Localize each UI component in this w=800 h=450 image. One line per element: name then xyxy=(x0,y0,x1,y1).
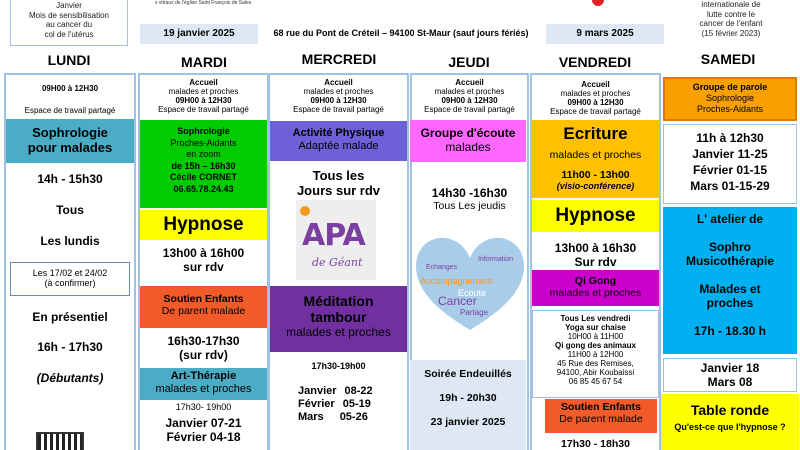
vendredi-qigong-line: Qi Gong xyxy=(574,275,617,287)
jeudi-groupe-block xyxy=(410,120,526,162)
mercredi-accueil-line: 09H00 à 12H30 xyxy=(310,96,367,105)
mardi-accueil-line: malades et proches xyxy=(168,87,239,96)
heart-icon xyxy=(592,0,604,6)
samedi-atelier-dates xyxy=(663,358,797,392)
lundi-time1: 14h - 15h30 xyxy=(37,172,103,186)
jeudi-soiree: Soirée Endeuillés xyxy=(424,368,512,380)
vendredi-yoga-block xyxy=(532,310,659,398)
left-note-line: Janvier xyxy=(56,1,82,10)
mardi-hypnose-time-line: sur rdv xyxy=(183,260,224,274)
samedi-atelier-line: L' atelier de xyxy=(696,212,764,226)
day-samedi: SAMEDI xyxy=(700,51,756,67)
day-mardi: MARDI xyxy=(181,54,227,70)
samedi-groupe-line: Sophrologie xyxy=(705,93,755,103)
mercredi-accueil xyxy=(270,78,407,114)
samedi-date-line: 11h à 12h30 xyxy=(696,131,764,145)
mercredi-tous-jours xyxy=(270,168,407,198)
vendredi-hypnose-time-line: Sur rdv xyxy=(574,255,617,269)
vendredi-yoga-line: Yoga sur chaise xyxy=(565,323,626,332)
jeudi-accueil xyxy=(412,78,527,114)
header-top-small: s vitraux de l'église Saint François de Sales xyxy=(155,0,252,6)
mardi-accueil-line: Espace de travail partagé xyxy=(158,105,249,114)
day-jeudi: JEUDI xyxy=(448,54,490,70)
mardi-soutien-line: Soutien Enfants xyxy=(163,293,244,305)
vendredi-qigong-block xyxy=(532,270,659,306)
vendredi-qigong-line: malades et proches xyxy=(549,287,642,299)
mercredi-meditation-line: malades et proches xyxy=(286,325,391,339)
samedi-groupe-line: Groupe de parole xyxy=(692,82,768,92)
lundi-confirm-line: (à confirmer) xyxy=(44,278,96,288)
samedi-date-line: Janvier 11-25 xyxy=(692,147,768,161)
right-note-line: cancer de l'enfant xyxy=(699,19,763,28)
lundi-time2: 16h - 17h30 xyxy=(37,340,103,354)
mardi-accueil-line: Accueil xyxy=(189,78,218,87)
samedi-atelier-date: Mars 08 xyxy=(707,375,753,389)
lundi-debutants: (Débutants) xyxy=(36,371,104,385)
mardi-sophro-line: Proches-Aidants xyxy=(170,137,237,148)
lundi-tous: Tous xyxy=(56,203,84,217)
samedi-date-line: Février 01-15 xyxy=(692,163,768,177)
vendredi-ecriture-time: 11h00 - 13h00 xyxy=(561,169,630,181)
heart-word: Ecoute xyxy=(458,288,487,298)
mardi-art-line: Art-Thérapie xyxy=(170,370,237,382)
left-note-line: col de l'utérus xyxy=(44,29,94,39)
heart-word: Cancer xyxy=(438,294,477,308)
samedi-atelier-line: Malades et xyxy=(699,282,761,296)
left-note-line: au cancer du xyxy=(45,20,93,29)
samedi-table-title: Table ronde xyxy=(690,402,770,418)
mercredi-meditation-line: Méditation xyxy=(303,293,374,309)
mercredi-activite-line: Activité Physique xyxy=(292,127,385,139)
jeudi-tous-jeudis: Tous Les jeudis xyxy=(433,200,506,212)
header-date-right: 9 mars 2025 xyxy=(546,24,664,44)
vendredi-ecriture-block xyxy=(532,120,659,198)
mardi-hypnose-time-line: 13h00 à 16h00 xyxy=(162,246,245,260)
samedi-groupe-line: Proches-Aidants xyxy=(696,104,764,114)
samedi-atelier-line: 17h - 18.30 h xyxy=(693,324,767,338)
samedi-atelier-line: Musicothérapie xyxy=(685,254,775,268)
samedi-groupe-block xyxy=(663,77,797,121)
vendredi-accueil-line: Accueil xyxy=(581,80,610,89)
vendredi-yoga-line: 45 Rue des Remises, xyxy=(557,359,634,368)
mardi-sophro-line: Sophrologie xyxy=(177,126,230,136)
mercredi-accueil-line: Accueil xyxy=(324,78,353,87)
vendredi-soutien-time: 17h30 - 18h30 xyxy=(561,438,630,450)
heart-word: Echanges xyxy=(426,264,458,271)
mardi-soutien-time-line: 16h30-17h30 xyxy=(167,334,240,348)
mercredi-med-time: 17h30-19h00 xyxy=(311,361,366,371)
vendredi-accueil xyxy=(532,80,659,116)
lundi-confirm-note xyxy=(10,262,130,296)
heart-word: Information xyxy=(478,256,514,263)
vendredi-yoga-line: Tous Les vendredi xyxy=(560,314,631,323)
vendredi-accueil-line: malades et proches xyxy=(560,89,631,98)
jeudi-soiree-block xyxy=(410,360,526,450)
mardi-sophro-line: de 15h – 16h30 xyxy=(171,160,236,171)
header-address: 68 rue du Pont de Créteil – 94100 St-Maur (sauf jours fériés) xyxy=(273,28,529,38)
mardi-art-time: 17h30- 19h00 xyxy=(175,402,232,412)
mardi-art-line: malades et proches xyxy=(155,383,252,395)
jeudi-accueil-line: malades et proches xyxy=(434,87,505,96)
right-note-line: lutte contre le xyxy=(706,9,756,19)
vendredi-yoga-line: 94100, Abir Koubaissi xyxy=(556,368,635,377)
vendredi-ecriture-visio: (visio-conférence) xyxy=(556,181,635,191)
mardi-hypnose-time xyxy=(140,246,267,274)
mercredi-med-dates xyxy=(298,385,398,424)
mardi-soutien-time-line: (sur rdv) xyxy=(179,348,228,362)
apa-logo-text: APA xyxy=(302,218,365,253)
right-note-line: internationale de xyxy=(701,0,761,9)
lundi-confirm-line: Les 17/02 et 24/02 xyxy=(32,268,108,278)
mardi-art-date: Janvier 07-21 xyxy=(165,416,242,430)
vendredi-yoga-line: 06 85 45 67 54 xyxy=(568,377,623,386)
apa-logo-arm xyxy=(300,206,310,216)
lundi-sophro-line: Sophrologie xyxy=(32,125,108,140)
samedi-atelier-block xyxy=(663,207,797,354)
mardi-accueil-line: 09H00 à 12H30 xyxy=(175,96,232,105)
vendredi-ecriture-sub: malades et proches xyxy=(549,149,642,161)
mercredi-activite-block xyxy=(270,121,407,161)
vendredi-soutien-block xyxy=(545,399,657,433)
mercredi-med-days: 08-22 xyxy=(344,385,373,397)
lundi-les-lundis: Les lundis xyxy=(40,234,100,248)
mercredi-meditation-line: tambour xyxy=(310,309,367,325)
mercredi-accueil-line: Espace de travail partagé xyxy=(293,105,384,114)
mardi-sophro-line: Cécile CORNET xyxy=(169,172,238,182)
lundi-presentiel: En présentiel xyxy=(32,310,108,324)
mardi-art-dates xyxy=(140,416,267,444)
vendredi-hypnose: Hypnose xyxy=(532,200,659,232)
mercredi-tous-jours-line: Tous les xyxy=(312,168,365,183)
vendredi-yoga-line: 11H00 à 12H00 xyxy=(567,350,624,359)
mercredi-meditation-block xyxy=(270,286,407,352)
mardi-sophro-line: en zoom xyxy=(186,149,221,159)
jeudi-accueil-line: 09H00 à 12H30 xyxy=(441,96,498,105)
mercredi-med-date-row xyxy=(298,398,398,411)
header-date-left: 19 janvier 2025 xyxy=(140,24,258,44)
jeudi-accueil-line: Espace de travail partagé xyxy=(424,105,515,114)
vendredi-soutien-line: Soutien Enfants xyxy=(561,401,641,413)
jeudi-groupe-line: Groupe d'écoute xyxy=(420,126,516,140)
mercredi-accueil-line: malades et proches xyxy=(303,87,374,96)
heart-word: Accompagnement xyxy=(420,276,493,286)
mardi-hypnose: Hypnose xyxy=(140,210,267,240)
samedi-atelier-line: proches xyxy=(706,296,754,310)
vendredi-yoga-line: 10H00 à 11H00 xyxy=(567,332,624,341)
mercredi-med-month: Janvier xyxy=(298,385,337,397)
mardi-soutien-block xyxy=(140,286,267,328)
jeudi-time: 14h30 -16h30 xyxy=(431,186,508,200)
vendredi-accueil-line: 09H00 à 12H30 xyxy=(567,98,624,107)
mardi-art-block xyxy=(140,368,267,400)
mercredi-med-month: Mars xyxy=(298,411,324,423)
mardi-sophro-block xyxy=(140,120,267,208)
lundi-hours: 09H00 à 12H30 xyxy=(41,84,99,93)
left-note-line: Mois de sensibilisation xyxy=(28,10,110,20)
apa-logo xyxy=(296,200,376,280)
mercredi-activite-line: Adaptée malade xyxy=(298,140,379,152)
vendredi-yoga-line: Qi gong des animaux xyxy=(555,341,636,350)
day-vendredi: VENDREDI xyxy=(558,54,632,70)
mardi-sophro-line: 06.65.78.24.43 xyxy=(173,183,234,194)
apa-logo-subtext: de Géant xyxy=(312,256,363,269)
vendredi-soutien-line: De parent malade xyxy=(559,413,643,425)
vendredi-accueil-line: Espace de travail partagé xyxy=(550,107,641,116)
header-right-note xyxy=(672,0,790,46)
heart-word: Partage xyxy=(460,308,489,317)
samedi-date-line: Mars 01-15-29 xyxy=(690,179,770,193)
vendredi-ecriture-title: Ecriture xyxy=(563,124,628,143)
mardi-accueil xyxy=(140,78,267,114)
mercredi-med-month: Février xyxy=(298,398,335,410)
lundi-sophro-block xyxy=(6,119,134,163)
mercredi-med-date-row xyxy=(298,411,398,424)
jeudi-soiree-time: 19h - 20h30 xyxy=(439,392,497,404)
samedi-table-sub: Qu'est-ce que l'hypnose ? xyxy=(674,422,786,432)
mardi-soutien-line: De parent malade xyxy=(161,305,246,317)
lundi-sophro-line: pour malades xyxy=(27,140,113,155)
right-note-line: (15 février 2023) xyxy=(701,28,761,38)
mercredi-med-days: 05-19 xyxy=(342,398,371,410)
jeudi-soiree-date: 23 janvier 2025 xyxy=(430,416,506,428)
mardi-soutien-time xyxy=(140,334,267,362)
mercredi-med-date-row xyxy=(298,385,398,398)
jeudi-groupe-line: malades xyxy=(445,140,491,154)
samedi-dates-block xyxy=(663,124,797,204)
qr-code-icon xyxy=(36,432,84,450)
vendredi-hypnose-time xyxy=(532,241,659,269)
samedi-atelier-line: Sophro xyxy=(709,240,751,254)
lundi-espace: Espace de travail partagé xyxy=(24,106,116,115)
heart-graphic xyxy=(414,232,526,332)
day-lundi: LUNDI xyxy=(47,52,91,68)
jeudi-accueil-line: Accueil xyxy=(455,78,484,87)
samedi-table-block xyxy=(661,394,799,450)
day-mercredi: MERCREDI xyxy=(301,51,377,67)
vendredi-hypnose-time-line: 13h00 à 16h30 xyxy=(554,241,637,255)
samedi-atelier-date: Janvier 18 xyxy=(700,361,760,375)
header-left-note xyxy=(10,0,128,46)
mardi-art-date: Février 04-18 xyxy=(166,430,241,444)
mercredi-tous-jours-line: Jours sur rdv xyxy=(296,183,381,198)
mercredi-med-days: 05-26 xyxy=(339,411,368,423)
